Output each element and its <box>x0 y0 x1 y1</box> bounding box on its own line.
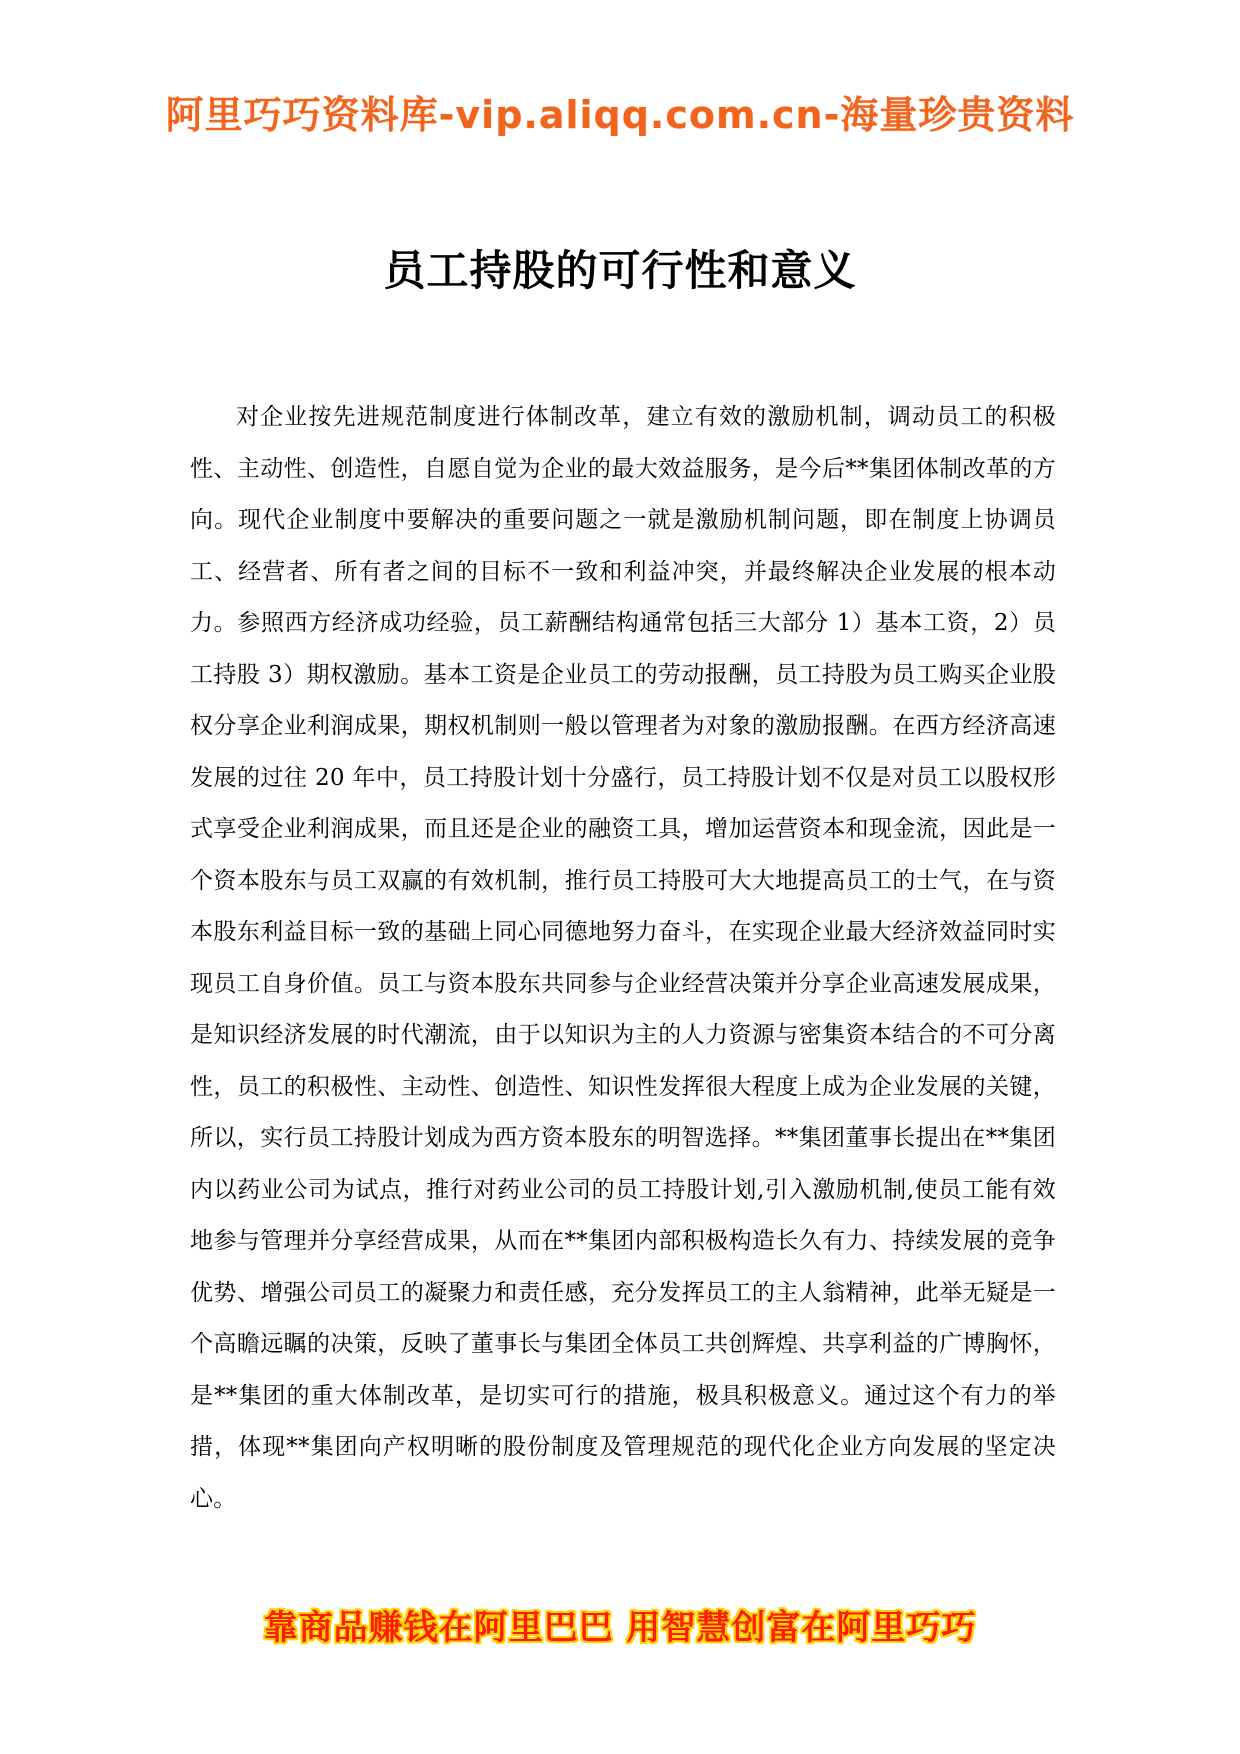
document-body-paragraph: 对企业按先进规范制度进行体制改革，建立有效的激励机制，调动员工的积极性、主动性、创造性，自愿自觉为企业的最大效益服务，是今后**集团体制改革的方向。现代企业制度中要解决的重要问题之一就是激励机制问题，即在制度上协调员工、经营者、所有者之间的目标不一致和利益冲突，并最终解决企业发展的根本动力。参照西方经济成功经验，员工薪酬结构通常包括三大部分 1）基本工资，2）员工持股 3）期权激励。基本工资是企业员工的劳动报酬，员工持股为员工购买企业股权分享企业利润成果，期权机制则一般以管理者为对象的激励报酬。在西方经济高速发展的过往 20 年中，员工持股计划十分盛行，员工持股计划不仅是对员工以股权形式享受企业利润成果，而且还是企业的融资工具，增加运营资本和现金流，因此是一个资本股东与员工双赢的有效机制，推行员工持股可大大地提高员工的士气，在与资本股东利益目标一致的基础上同心同德地努力奋斗，在实现企业最大经济效益同时实现员工自身价值。员工与资本股东共同参与企业经营决策并分享企业高速发展成果，是知识经济发展的时代潮流，由于以知识为主的人力资源与密集资本结合的不可分离性，员工的积极性、主动性、创造性、知识性发挥很大程度上成为企业发展的关键，所以，实行员工持股计划成为西方资本股东的明智选择。**集团董事长提出在**集团内以药业公司为试点，推行对药业公司的员工持股计划,引入激励机制,使员工能有效地参与管理并分享经营成果，从而在**集团内部积极构造长久有力、持续发展的竞争优势、增强公司员工的凝聚力和责任感，充分发挥员工的主人翁精神，此举无疑是一个高瞻远瞩的决策，反映了董事长与集团全体员工共创辉煌、共享利益的广博胸怀，是**集团的重大体制改革，是切实可行的措施，极具积极意义。通过这个有力的举措，体现**集团向产权明晰的股份制度及管理规范的现代化企业方向发展的坚定决心。 <box>190 404 1056 1512</box>
header-banner: 阿里巧巧资料库-vip.aliqq.com.cn-海量珍贵资料 <box>165 93 1075 137</box>
document-title: 员工持股的可行性和意义 <box>383 246 857 295</box>
footer-banner: 靠商品赚钱在阿里巴巴 用智慧创富在阿里巧巧 <box>263 1608 977 1648</box>
